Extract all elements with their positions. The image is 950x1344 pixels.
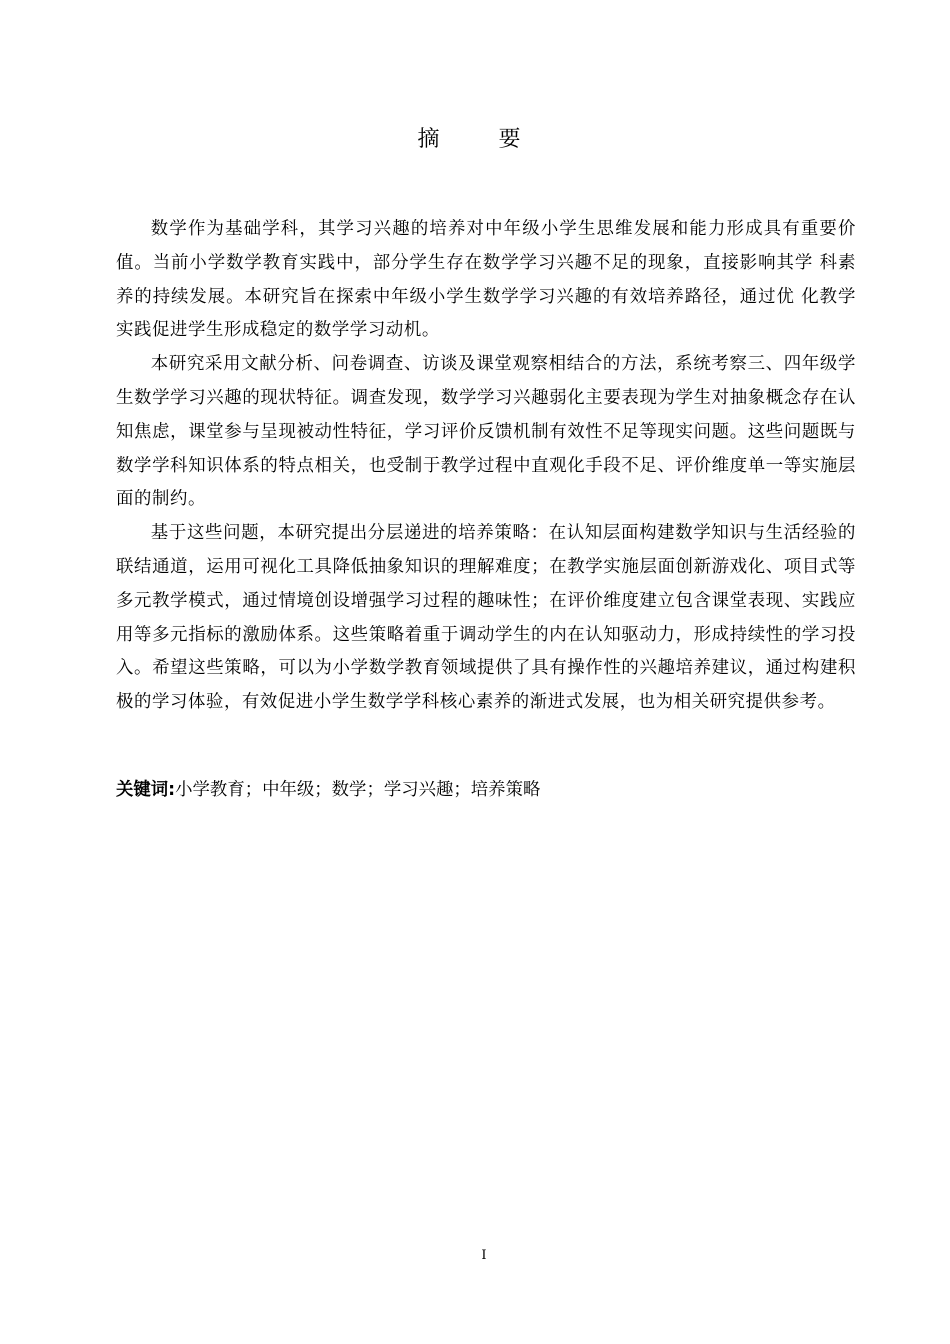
keywords-list: 小学教育；中年级；数学；学习兴趣；培养策略 — [175, 780, 541, 800]
keywords-line — [116, 776, 540, 804]
abstract-heading: 摘 要 — [417, 127, 547, 152]
keywords-label: 关键词: — [116, 780, 176, 800]
abstract-body — [116, 213, 856, 720]
page-number: I — [481, 1248, 487, 1263]
abstract-paragraph-3: 基于这些问题，本研究提出分层递进的培养策略：在认知层面构建数学知识与生活经验的联结通道，运用可视化工具降低抽象知识的理解难度；在教学实施层面创新游戏化、项目式等多元教学模式，通过情境创设增强学习过程的趣味性；在评价维度建立包含课堂表现、实践应用等多元指标的激励体系。这些策略着重于调动学生的内在认知驱动力，形成持续性的学习投入。希望这些策略，可以为小学数学教育领域提供了具有操作性的兴趣培养建议，通过构建积极的学习体验，有效促进小学生数学学科核心素养的渐进式发展，也为相关研究提供参考。 — [116, 523, 856, 713]
abstract-paragraph-2: 本研究采用文献分析、问卷调查、访谈及课堂观察相结合的方法，系统考察三、四年级学生数学学习兴趣的现状特征。调查发现，数学学习兴趣弱化主要表现为学生对抽象概念存在认知焦虑，课堂参与呈现被动性特征，学习评价反馈机制有效性不足等现实问题。这些问题既与数学学科知识体系的特点相关，也受制于教学过程中直观化手段不足、评价维度单一等实施层面的制约。 — [116, 354, 856, 510]
abstract-paragraph-1: 数学作为基础学科，其学习兴趣的培养对中年级小学生思维发展和能力形成具有重要价值。当前小学数学教育实践中，部分学生存在数学学习兴趣不足的现象，直接影响其学 科素养的持续发展。本研究旨在探索中年级小学生数学学习兴趣的有效培养路径，通过优 化教学实践促进学生形成稳定的数学学习动机。 — [116, 219, 856, 341]
